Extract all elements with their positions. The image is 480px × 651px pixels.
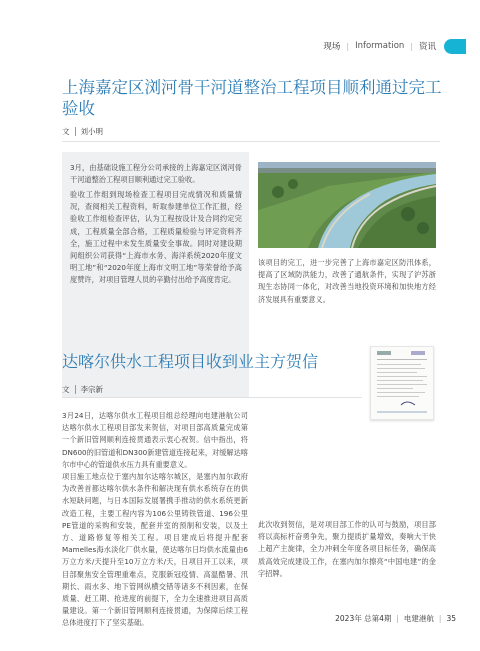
section-category: 资讯 bbox=[418, 42, 436, 52]
byline-divider bbox=[75, 127, 76, 136]
river-aerial-photo bbox=[258, 162, 436, 248]
article1-title: 上海嘉定区浏河骨干河道整治工程项目顺利通过完工验收 bbox=[62, 78, 442, 118]
divider: | bbox=[346, 41, 350, 51]
article1-para1: 3月，由基础设施工程分公司承接的上海嘉定区浏河骨干河道整治工程项目顺利通过完工验收。 bbox=[70, 163, 242, 185]
title-rule bbox=[62, 141, 440, 142]
article2-para2: 项目施工地点位于塞内加尔达喀尔城区，是塞内加尔政府为改善首都达喀尔供水条件和解决现有供水系统存在的供水短缺问题，与日本国际发展署携手推动的供水系统更新改造工程，主要工程内容为106公里铸铁管道、196公里PE管道的采购和安装，配套并室的预制和安装，以及土方、道路修复等相关工程。项目建成后将提升配套Mamelles海水淡化厂供水量，使达喀尔日均供水流量由6万立方米/天提升至10万立方米/天，日项目开工以来，项目部聚焦安全管理重难点，克服新冠疫情、高温酷暑、汛期长、雨水多、地下管网纵横交错等诸多不利因素，在保质量、赶工期、抢进度的前提下，全力全速推进项目高质量建设。第一个新旧管网顺利连接贯通，为保障后续工程总体进度打下了坚实基础。 bbox=[62, 472, 248, 628]
divider: | bbox=[438, 614, 442, 623]
byline-label: 文 bbox=[62, 385, 70, 394]
header-tab-marker bbox=[444, 39, 466, 54]
byline-label: 文 bbox=[62, 127, 70, 136]
byline-author: 刘小明 bbox=[80, 127, 103, 136]
magazine-name: 电建港航 bbox=[403, 614, 434, 623]
article1-byline bbox=[62, 126, 103, 137]
byline-divider bbox=[75, 385, 76, 394]
article1-para3: 该项目的完工，进一步完善了上海市嘉定区防汛体系，提高了区域防洪能力，改善了通航条件，实现了沪苏浙现生态协同一体化，对改善当地投资环境和加快地方经济发展具有重要意义。 bbox=[258, 258, 436, 304]
letter-illustration bbox=[371, 347, 433, 419]
page-footer bbox=[335, 613, 456, 624]
congratulation-letter-image bbox=[370, 346, 434, 420]
article2-byline bbox=[62, 384, 103, 395]
section-en: Information bbox=[355, 41, 405, 51]
article1-para2: 验收工作组到现场检查工程项目完成情况和质量情况，查阅相关工程资料，听取参建单位工作汇报，经验收工作组检查评估，认为工程按设计及合同约定完成，工程质量全部合格，工程质量检验与评定资料齐全，施工过程中未发生质量安全事故。同时对建设期间组织公司获得“上海市水务、海洋系统2020年度文明工地”和“2020年度上海市文明工地”等荣誉给予高度赞许，对项目管理人员的辛勤付出给予高度肯定。 bbox=[70, 190, 242, 285]
issue-label: 2023年 总第4期 bbox=[335, 614, 392, 623]
title-rule bbox=[62, 397, 362, 398]
divider: | bbox=[410, 41, 413, 51]
byline-author: 李宗新 bbox=[80, 385, 103, 394]
divider: | bbox=[396, 614, 399, 623]
section-cn: 现场 bbox=[323, 42, 341, 52]
river-photo-illustration bbox=[258, 162, 436, 248]
page-number: 35 bbox=[446, 614, 456, 623]
article2-title: 达喀尔供水工程项目收到业主方贺信 bbox=[62, 352, 319, 371]
section-header bbox=[323, 38, 466, 54]
article2-para3: 此次收到贺信，是对项目部工作的认可与鼓励，项目部将以高标杆奋勇争先，聚力提质扩量增效，奏响大干快上超产主旋律，全力冲刺全年度各项目标任务，确保高质高效完成建设工作，在塞内加尔擦亮“中国电建”的金字招牌。 bbox=[258, 520, 436, 578]
article2-para1: 3月24日，达喀尔供水工程项目组总经理向电建港航公司达喀尔供水工程项目部发来贺信，对项目部高质量完成第一个新旧管网顺利连接贯通表示衷心祝贺。信中指出，将DN600的旧管道和DN300新建管道连接起来，对缓解达喀尔市中心的管道供水压力具有重要意义。 bbox=[62, 411, 248, 469]
